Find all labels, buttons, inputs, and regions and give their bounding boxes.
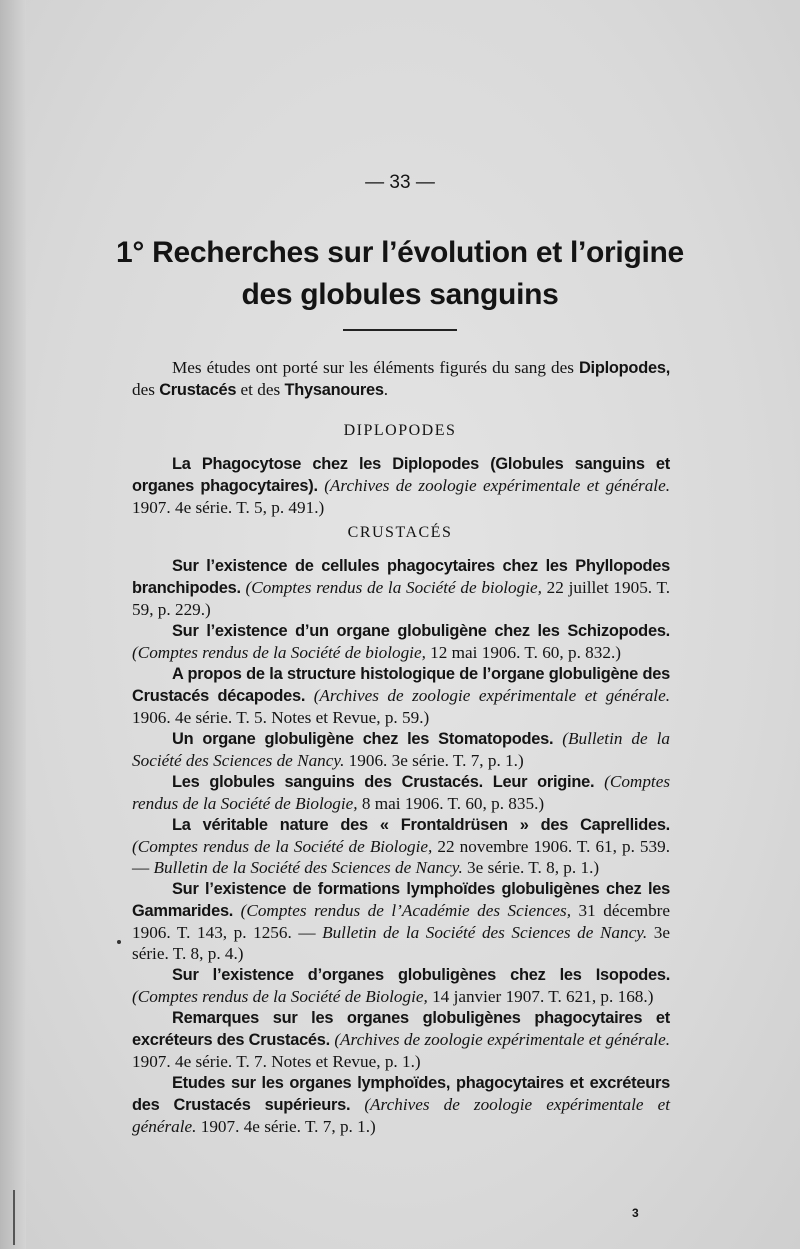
entry-block-diplopodes — [132, 453, 670, 518]
entry-rest: 22 novembre 1906. T. 61, p. 539. — — [132, 837, 671, 877]
entry-source: (Archives de zoologie expérimentale et générale. — [132, 1095, 671, 1136]
entry-rest-2: 3e série. T. 8, p. 4.) — [132, 923, 670, 963]
intro-bold-3: Thysanoures — [284, 381, 384, 399]
entry-source: (Comptes rendus de la Société de biologie, — [132, 643, 426, 662]
intro-text-d: et des — [236, 380, 285, 399]
entry-source: (Comptes rendus de l’Académie des Sciences, — [240, 901, 572, 920]
entry — [132, 1007, 670, 1072]
entry-source: (Comptes rendus de la Société de Biologie, — [132, 772, 671, 813]
entry-source-2: Bulletin de la Société des Sciences de Nancy. — [322, 923, 648, 942]
entry-rest: 1907. 4e série. T. 7. Notes et Revue, p. 1.) — [132, 1052, 421, 1071]
entry — [132, 453, 670, 518]
page-title — [100, 232, 700, 316]
intro-text-e: . — [383, 380, 389, 399]
entry-title: La Phagocytose chez les Diplopodes (Globules sanguins et organes phagocytaires). — [132, 455, 670, 495]
entry-source: (Comptes rendus de la Société de Biologie, — [132, 987, 428, 1006]
page-number: — 33 — — [365, 172, 435, 193]
entry-rest: 31 décembre 1906. T. 143, p. 1256. — — [132, 901, 671, 942]
section-heading-diplopodes: DIPLOPODES — [343, 422, 457, 439]
intro-text-a: Mes études ont porté sur les éléments figurés du sang des — [172, 358, 579, 377]
entry-title: A propos de la structure histologique de l’organe globuligène des Crustacés décapodes. — [132, 665, 670, 705]
entry-source: (Bulletin de la Société des Sciences de Nancy. — [132, 729, 671, 770]
entry — [132, 555, 670, 620]
entry-rest: 8 mai 1906. T. 60, p. 835.) — [357, 794, 545, 813]
entry-title: Sur l’existence de cellules phagocytaires chez les Phyllopodes branchipodes. — [132, 557, 670, 597]
title-line-1: 1° Recherches sur l’évolution et l’origine — [116, 236, 684, 269]
entry-rest: 14 janvier 1907. T. 621, p. 168.) — [427, 987, 654, 1006]
entry-rest: 12 mai 1906. T. 60, p. 832.) — [425, 643, 621, 662]
signature-mark: 3 — [632, 1206, 639, 1220]
entry-source: (Archives de zoologie expérimentale et générale. — [313, 686, 671, 705]
entry-title: Etudes sur les organes lymphoïdes, phagocytaires et excréteurs des Crustacés supérieurs. — [132, 1074, 670, 1114]
entry-title: Sur l’existence de formations lymphoïdes globuligènes chez les Gammarides. — [132, 880, 670, 920]
entry — [132, 771, 670, 814]
entry-title: Les globules sanguins des Crustacés. Leur origine. — [172, 773, 595, 791]
entry-source: (Archives de zoologie expérimentale et générale. — [324, 476, 670, 495]
entry-title: Sur l’existence d’organes globuligènes chez les Isopodes. — [172, 966, 670, 984]
entry-rest-2: 3e série. T. 8, p. 1.) — [462, 858, 600, 877]
entry — [132, 728, 670, 771]
entry-rest: 1907. 4e série. T. 5, p. 491.) — [132, 498, 325, 517]
entry-title: Sur l’existence d’un organe globuligène chez les Schizopodes. — [172, 622, 670, 640]
intro-paragraph — [132, 357, 670, 401]
entry-title: La véritable nature des « Frontaldrüsen » des Caprellides. — [172, 816, 670, 834]
binding-mark — [13, 1190, 15, 1245]
entry — [132, 663, 670, 728]
entry-source: (Archives de zoologie expérimentale et générale. — [334, 1030, 670, 1049]
entry-rest: 1907. 4e série. T. 7, p. 1.) — [196, 1117, 376, 1136]
entry-rest: 1906. 4e série. T. 5. Notes et Revue, p. 59.) — [132, 708, 430, 727]
title-rule — [343, 329, 457, 331]
entry-rest: 1906. 3e série. T. 7, p. 1.) — [344, 751, 524, 770]
entry — [132, 964, 670, 1007]
entry-source: (Comptes rendus de la Société de Biologie, — [132, 837, 433, 856]
intro-bold-1: Diplopodes, — [578, 359, 670, 377]
entry-source-2: Bulletin de la Société des Sciences de Nancy. — [153, 858, 463, 877]
entry-title: Remarques sur les organes globuligènes phagocytaires et excréteurs des Crustacés. — [132, 1009, 670, 1049]
intro-bold-2: Crustacés — [159, 381, 237, 399]
intro-text-c: des — [132, 380, 160, 399]
entry — [132, 620, 670, 663]
ink-speck — [117, 940, 121, 944]
entry-source: (Comptes rendus de la Société de biologie, — [245, 578, 542, 597]
entry-block-crustaces — [132, 555, 670, 1137]
entry-rest: 22 juillet 1905. T. 59, p. 229.) — [132, 578, 671, 619]
title-line-2: des globules sanguins — [241, 278, 559, 311]
entry — [132, 1072, 670, 1137]
section-heading-crustaces: CRUSTACÉS — [347, 524, 453, 541]
entry — [132, 814, 670, 878]
entry-title: Un organe globuligène chez les Stomatopodes. — [172, 730, 554, 748]
entry — [132, 878, 670, 964]
